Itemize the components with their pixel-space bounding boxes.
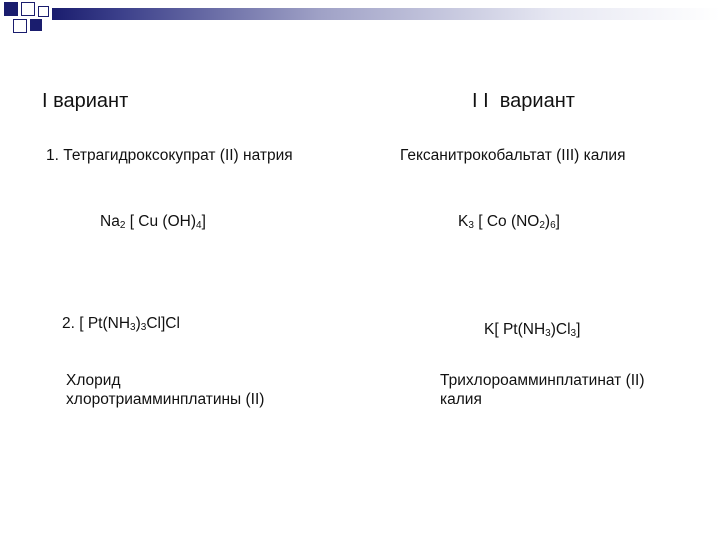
decor-square-4 (13, 19, 27, 33)
header-gradient-bar (52, 8, 720, 20)
right-item1-name: Гексанитрокобальтат (III) калия (400, 147, 626, 164)
left-formula2: 2. [ $Pt(NH_3)_3Cl]Cl$ (62, 315, 180, 333)
left-name2-line1: Хлорид (66, 372, 121, 389)
left-item1-name: 1. Тетрагидроксокупрат (II) натрия (46, 147, 293, 164)
left-name2 (66, 371, 366, 409)
right-name2-line2: калия (440, 391, 482, 408)
decor-square-5 (30, 19, 42, 31)
left-formula1: $Na_2$ [ Cu $(OH)_4$] (100, 213, 206, 231)
right-formula2: K[ $Pt(NH_3)Cl_3$] (484, 321, 581, 339)
left-name2-line2: хлоротриамминплатины (II) (66, 391, 265, 408)
decor-square-1 (4, 2, 18, 16)
decor-square-3 (38, 6, 49, 17)
left-heading: I вариант (42, 90, 129, 112)
right-name2 (440, 371, 710, 409)
decor-square-2 (21, 2, 35, 16)
right-formula1: $K_3$ [ Co $(NO_2)_6$] (458, 213, 560, 231)
right-name2-line1: Трихлороамминплатинат (II) (440, 372, 645, 389)
right-heading: I I вариант (472, 90, 575, 112)
